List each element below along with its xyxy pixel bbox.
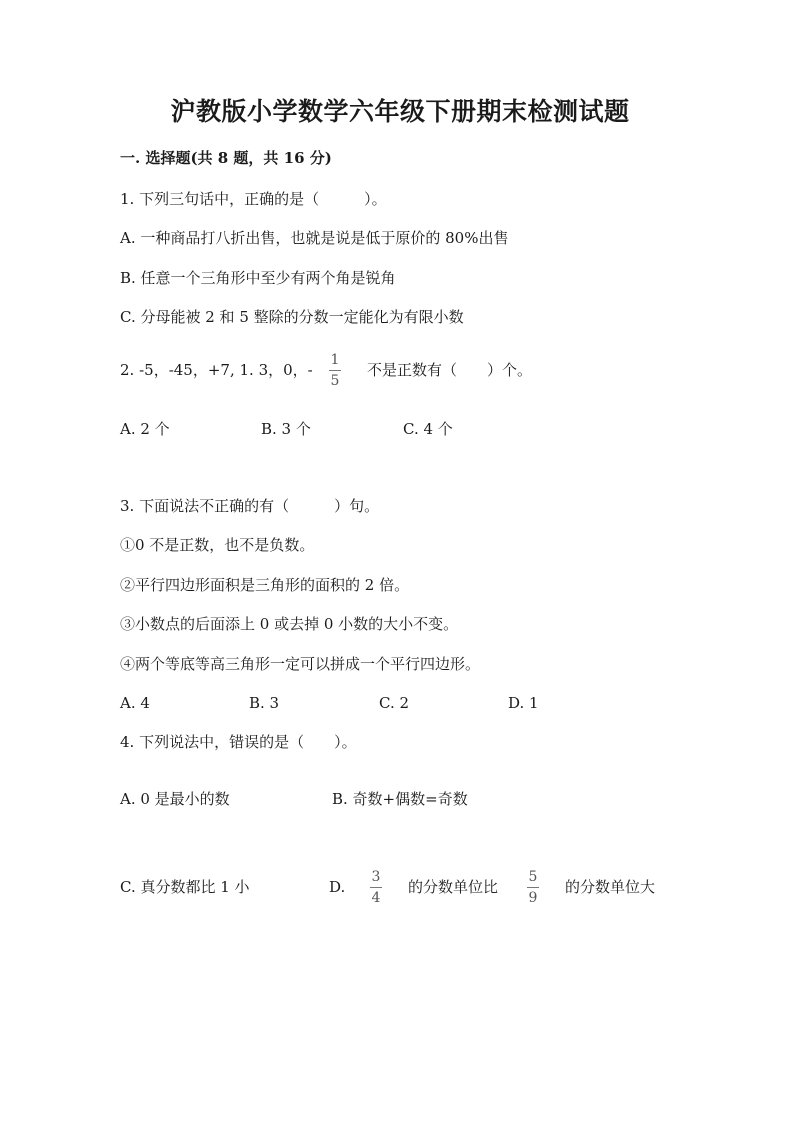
question-2-option-c: C. 4 个 xyxy=(403,420,453,438)
question-3-option-b: B. 3 xyxy=(249,694,280,712)
fraction-numerator: 1 xyxy=(330,352,340,368)
fraction-three-fourths xyxy=(370,869,382,906)
question-4-option-d-middle: 的分数单位比 xyxy=(408,878,499,896)
question-4-option-b: B. 奇数+偶数=奇数 xyxy=(332,790,468,808)
fraction-numerator: 5 xyxy=(528,869,538,885)
question-2-option-a: A. 2 个 xyxy=(120,420,170,438)
fraction-denominator: 9 xyxy=(528,890,538,906)
question-1-option-b: B. 任意一个三角形中至少有两个角是锐角 xyxy=(120,269,396,287)
fraction-one-fifth xyxy=(329,352,341,389)
fraction-denominator: 5 xyxy=(330,373,340,389)
fraction-bar xyxy=(527,887,539,888)
question-1-stem: 1. 下列三句话中，正确的是（ ）。 xyxy=(120,190,387,208)
question-3-option-c: C. 2 xyxy=(379,694,410,712)
question-4-option-d-end: 的分数单位大 xyxy=(565,878,656,896)
question-1-option-a: A. 一种商品打八折出售，也就是说是低于原价的 80%出售 xyxy=(120,229,509,247)
question-2-stem-end: 不是正数有（ ）个。 xyxy=(367,361,533,379)
question-4-option-c: C. 真分数都比 1 小 xyxy=(120,878,250,896)
question-4-option-d-label: D. xyxy=(329,878,346,896)
question-3-statement-1: ①0 不是正数，也不是负数。 xyxy=(120,536,315,554)
question-3-statement-4: ④两个等底等高三角形一定可以拼成一个平行四边形。 xyxy=(120,655,481,673)
fraction-numerator: 3 xyxy=(371,869,381,885)
question-3-statement-2: ②平行四边形面积是三角形的面积的 2 倍。 xyxy=(120,576,410,594)
question-2-option-b: B. 3 个 xyxy=(261,420,311,438)
section-heading: 一. 选择题(共 8 题，共 16 分) xyxy=(120,149,332,167)
question-3-stem: 3. 下面说法不正确的有（ ）句。 xyxy=(120,497,380,515)
page-title: 沪教版小学数学六年级下册期末检测试题 xyxy=(170,97,630,126)
fraction-bar xyxy=(370,887,382,888)
question-4-option-a: A. 0 是最小的数 xyxy=(120,790,230,808)
question-4-stem: 4. 下列说法中，错误的是（ ）。 xyxy=(120,733,357,751)
fraction-denominator: 4 xyxy=(371,890,381,906)
question-3-option-d: D. 1 xyxy=(508,694,539,712)
question-3-statement-3: ③小数点的后面添上 0 或去掉 0 小数的大小不变。 xyxy=(120,615,459,633)
fraction-five-ninths xyxy=(527,869,539,906)
question-1-option-c: C. 分母能被 2 和 5 整除的分数一定能化为有限小数 xyxy=(120,308,464,326)
question-2-stem-start: 2. -5，-45，+7, 1. 3，0，- xyxy=(120,361,313,379)
question-3-option-a: A. 4 xyxy=(120,694,150,712)
fraction-bar xyxy=(329,370,341,371)
